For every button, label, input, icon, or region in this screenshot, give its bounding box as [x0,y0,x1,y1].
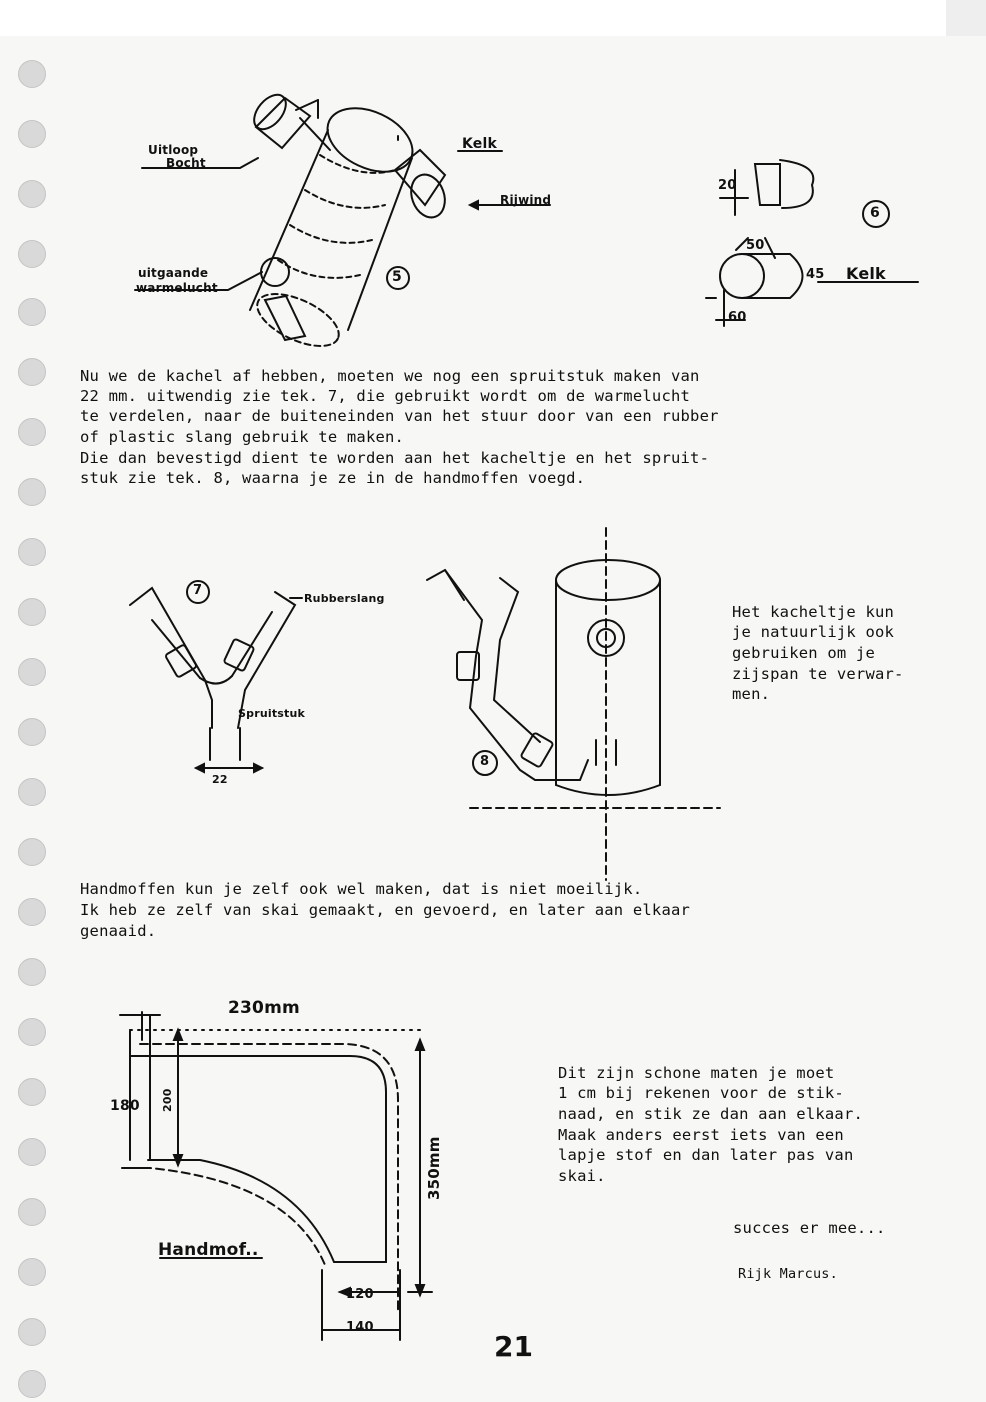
figure-5-heater [135,89,550,357]
label-figure-6: 6 [870,205,880,221]
label-spruitstuk: Spruitstuk [238,707,306,720]
label-figure-5: 5 [392,269,402,285]
label-dim-180: 180 [110,1098,140,1114]
figure-6-cup [706,160,918,326]
text-line: zijspan te verwar- [732,665,904,683]
label-uitgaande: uitgaande [138,266,209,280]
label-dim-20: 20 [718,178,737,193]
label-handmof: Handmof.. [158,1240,259,1260]
label-dim-60: 60 [728,310,747,325]
label-rubberslang: Rubberslang [304,592,385,605]
text-line: stuk zie tek. 8, waarna je ze in de handmoffen voegd. [80,469,586,487]
text-line: Maak anders eerst iets van een [558,1126,844,1144]
text-line: Die dan bevestigd dient te worden aan het kacheltje en het spruit- [80,449,710,467]
text-line: Het kacheltje kun [732,603,895,621]
figure-8-assembly [427,528,720,880]
label-dim-200: 200 [161,1088,174,1112]
text-line: je natuurlijk ook [732,623,895,641]
text-line: men. [732,685,771,703]
text-line: Dit zijn schone maten je moet [558,1064,835,1082]
label-dim-50: 50 [746,238,765,253]
text-line: of plastic slang gebruik te maken. [80,428,405,446]
label-kelk-5: Kelk [462,136,498,152]
label-dim-45: 45 [806,267,825,282]
author-name: Rijk Marcus. [738,1266,838,1282]
text-line: 22 mm. uitwendig zie tek. 7, die gebruikt wordt om de warmelucht [80,387,691,405]
label-dim-230mm: 230mm [228,998,300,1018]
text-line: genaaid. [80,922,157,940]
label-uitloop: Uitloop [148,143,199,157]
figure-7-y-piece [130,581,302,772]
label-dim-120: 120 [346,1287,374,1302]
text-line: te verdelen, naar de buiteneinden van het stuur door van een rubber [80,407,719,425]
label-dim-22: 22 [212,773,228,786]
label-figure-7: 7 [193,583,203,598]
text-line: Handmoffen kun je zelf ook wel maken, dat is niet moeilijk. [80,880,643,898]
figure-handmof-pattern [120,1012,432,1340]
text-line: lapje stof en dan later pas van [558,1146,854,1164]
label-bocht: Bocht [166,156,206,170]
closing-line: succes er mee... [733,1219,886,1237]
label-kelk-6: Kelk [846,264,886,283]
page-number: 21 [494,1330,533,1363]
text-line: gebruiken om je [732,644,875,662]
text-line: skai. [558,1167,606,1185]
label-warmelucht: warmelucht [136,281,218,295]
label-rijwind: Rijwind [500,193,552,207]
text-line: Ik heb ze zelf van skai gemaakt, en gevoerd, en later aan elkaar [80,901,691,919]
label-dim-350mm: 350mm [425,1136,443,1200]
label-dim-140: 140 [346,1320,374,1335]
text-line: naad, en stik ze dan aan elkaar. [558,1105,864,1123]
text-line: Nu we de kachel af hebben, moeten we nog een spruitstuk maken van [80,367,700,385]
label-figure-8: 8 [480,754,490,769]
text-line: 1 cm bij rekenen voor de stik- [558,1084,844,1102]
